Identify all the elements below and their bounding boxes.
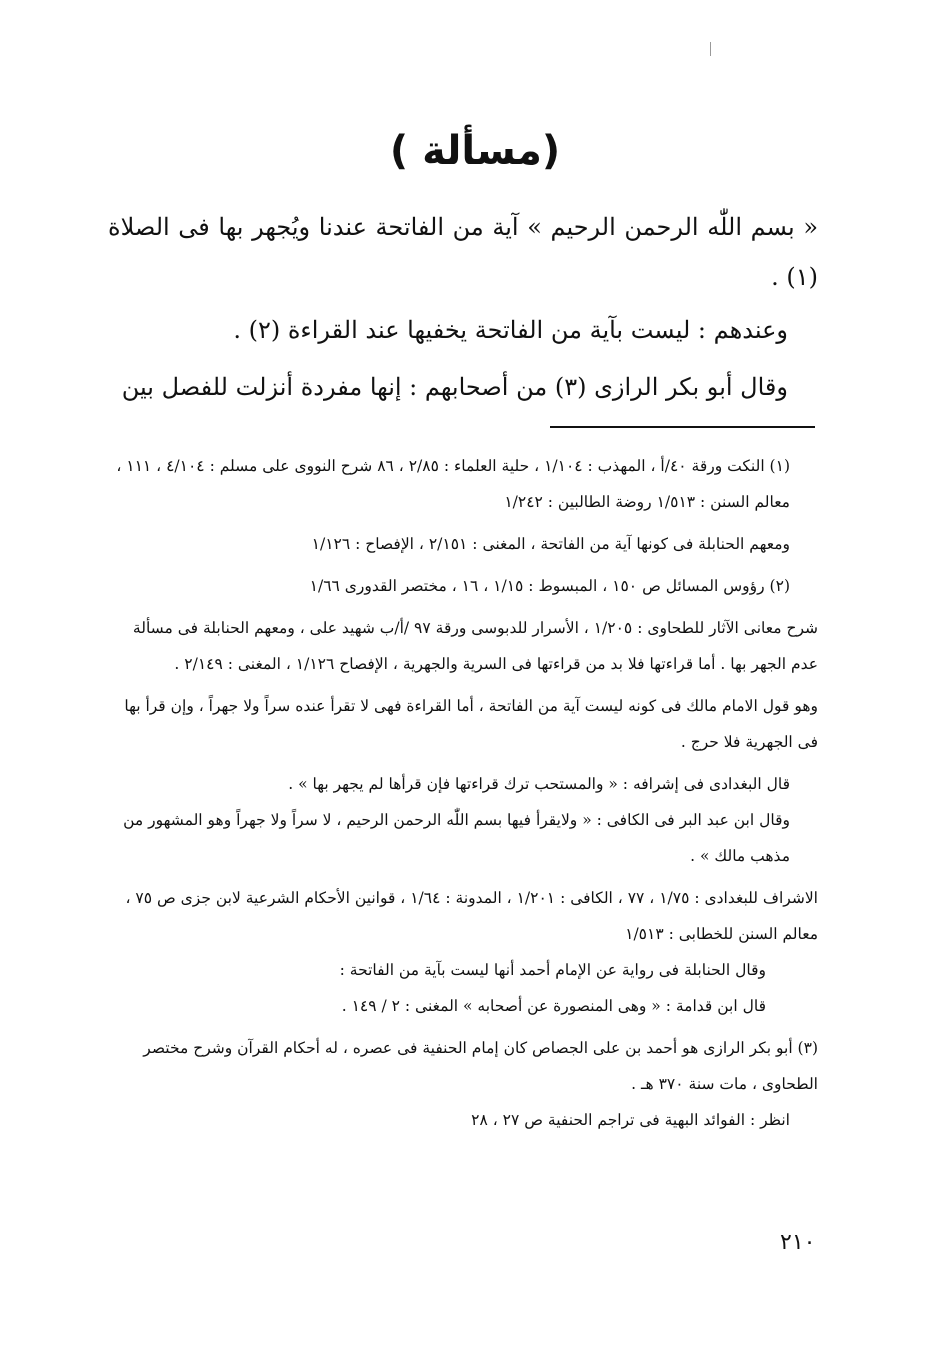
page-number: ٢١٠ [780, 1230, 816, 1255]
footnote-2-maliki: وهو قول الامام مالك فى كونه ليست آية من الفاتحة ، أما القراءة فهى لا تقرأ عنده سراً ولا جهراً ، وإن قرأ بها فى الجهرية فلا حرج . [124, 697, 818, 751]
footnote-2-baghdadi: قال البغدادى فى إشرافه : « والمستحب ترك قراءتها فإن قرأها لم يجهر بها » . [288, 775, 790, 793]
footnote-2-maliki-sources: الاشراف للبغدادى : ١/٧٥ ، ٧٧ ، الكافى : ١/٢٠١ ، المدونة : ١/٦٤ ، قوانين الأحكام الشرعية لابن جزى ص ٧٥ ، معالم السنن للخطابى : ١/٥١٣ [125, 889, 818, 943]
footnote-3-reference: انظر : الفوائد البهية فى تراجم الحنفية ص ٢٧ ، ٢٨ [471, 1111, 790, 1129]
footnote-2-sources: شرح معانى الآثار للطحاوى : ١/٢٠٥ ، الأسرار للدبوسى ورقة ٩٧ /أ/ب شهيد على ، ومعهم الحنابلة فى مسألة عدم الجهر بها . أما قراءتها فلا بد من قراءتها فى السرية والجهرية ، الإفصاح ١/١٢٦ ، المغنى : ٢/١٤٩ . [132, 619, 818, 673]
footnotes [108, 448, 818, 1138]
footnote-1-continued: ومعهم الحنابلة فى كونها آية من الفاتحة ، المغنى : ٢/١٥١ ، الإفصاح : ١/١٢٦ [311, 535, 790, 553]
footnote-1: (١) النكت ورقة ٤٠/أ ، المهذب : ١/١٠٤ ، حلية العلماء : ٢/٨٥ ، ٨٦ شرح النووى على مسلم : ٤/١٠٤ ، ١١١ ، معالم السنن : ١/٥١٣ روضة الطالبين : ١/٢٤٢ [116, 457, 790, 511]
footnote-2: (٢) رؤوس المسائل ص ١٥٠ ، المبسوط : ١/١٥ ، ١٦ ، مختصر القدورى ١/٦٦ [309, 577, 790, 595]
footnote-2-ibn-abd-al-barr: وقال ابن عبد البر فى الكافى : « ولايقرأ فيها بسم اللّٰه الرحمن الرحيم ، لا سراً ولا جهراً وهو المشهور من مذهب مالك » . [123, 811, 790, 865]
scan-mark [710, 42, 711, 56]
main-paragraph-3: وقال أبو بكر الرازى (٣) من أصحابهم : إنها مفردة أنزلت للفصل بين [121, 373, 788, 401]
footnote-3: (٣) أبو بكر الرازى هو أحمد بن على الجصاص كان إمام الحنفية فى عصره ، له أحكام القرآن وشرح مختصر الطحاوى ، مات سنة ٣٧٠ هـ . [143, 1039, 818, 1093]
footnote-divider [550, 426, 815, 428]
main-paragraph-2: وعندهم : ليست بآية من الفاتحة يخفيها عند القراءة (٢) . [233, 316, 788, 344]
footnote-2-ibn-qudama: قال ابن قدامة : « وهى المنصورة عن أصحابه » المغنى : ٢ / ١٤٩ . [341, 997, 766, 1015]
section-title: (مسألة ) [389, 128, 561, 174]
main-paragraph-1: « بسم اللّٰه الرحمن الرحيم » آية من الفاتحة عندنا ويُجهر بها فى الصلاة (١) . [108, 213, 818, 291]
footnote-2-hanbali: وقال الحنابلة فى رواية عن الإمام أحمد أنها ليست بآية من الفاتحة : [339, 961, 766, 979]
